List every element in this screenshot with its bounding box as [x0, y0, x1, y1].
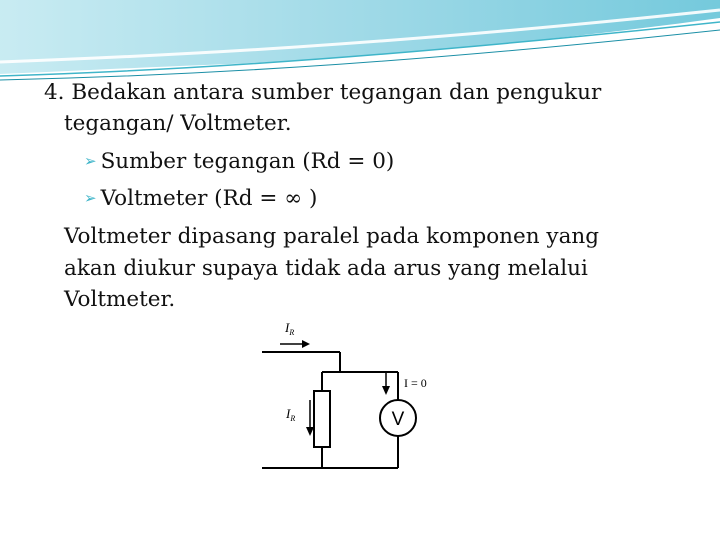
explanation-line-1: Voltmeter dipasang paralel pada komponen yang — [64, 224, 599, 249]
question-line-1: 4. Bedakan antara sumber tegangan dan pengukur — [44, 80, 602, 105]
bullet-item-voltmeter — [84, 186, 317, 213]
current-in-label: $I_R$ — [285, 320, 295, 337]
arrow-bullet-icon: ➢ — [84, 152, 97, 170]
bullet-text-voltmeter: Voltmeter (Rd = ∞ ) — [100, 186, 318, 211]
arrow-bullet-icon: ➢ — [84, 189, 97, 207]
bullet-item-source — [84, 149, 394, 176]
bullet-text-source: Sumber tegangan (Rd = 0) — [100, 149, 395, 174]
meter-current-label: I = 0 — [404, 376, 427, 390]
resistor-symbol — [314, 391, 330, 447]
question-line-2: tegangan/ Voltmeter. — [64, 111, 292, 136]
resistor-current-label: $I_R$ — [286, 406, 296, 423]
voltmeter-symbol-label: V — [391, 409, 405, 430]
explanation-line-2: akan diukur supaya tidak ada arus yang melalui — [64, 256, 588, 281]
explanation-line-3: Voltmeter. — [64, 287, 176, 312]
voltmeter-circuit-diagram — [252, 308, 442, 500]
